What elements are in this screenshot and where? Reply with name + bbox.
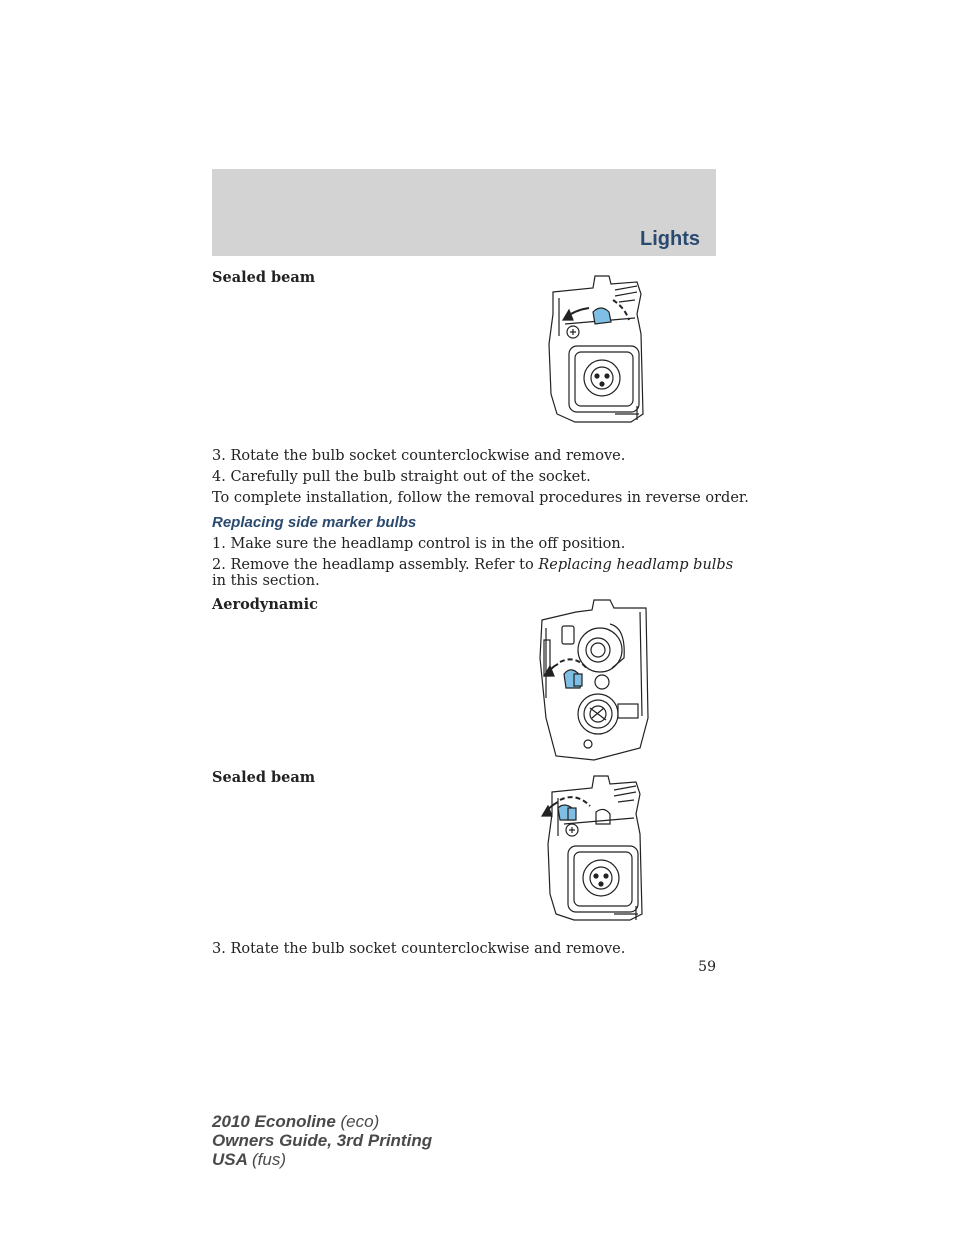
footer-line-2: Owners Guide, 3rd Printing — [212, 1131, 433, 1150]
header-band — [212, 169, 716, 256]
footer-market: USA — [212, 1150, 248, 1169]
page-number: 59 — [698, 959, 716, 975]
footer-line-3 — [212, 1150, 432, 1169]
step-2-reference: Replacing headlamp bulbs — [538, 557, 734, 573]
step-2-remove-assembly — [212, 557, 733, 574]
step-2-prefix: 2. Remove the headlamp assembly. Refer to — [212, 557, 539, 573]
footer-model: 2010 Econoline — [212, 1112, 336, 1131]
headlamp-aerodynamic-side-marker-icon — [536, 598, 652, 762]
installation-note: To complete installation, follow the removal procedures in reverse order. — [212, 490, 749, 506]
section-title: Lights — [640, 228, 700, 250]
step-4-pull-bulb: 4. Carefully pull the bulb straight out of the socket. — [212, 469, 591, 485]
label-sealed-beam-1: Sealed beam — [212, 269, 316, 286]
section-heading-side-marker: Replacing side marker bulbs — [212, 514, 417, 531]
step-2-suffix: in this section. — [212, 573, 320, 589]
headlamp-sealed-beam-side-marker-top-icon — [545, 274, 650, 426]
footer-line-1 — [212, 1112, 432, 1131]
label-aerodynamic: Aerodynamic — [212, 596, 318, 613]
footer-model-code: (eco) — [340, 1112, 380, 1131]
step-3-rotate-socket: 3. Rotate the bulb socket counterclockwise and remove. — [212, 448, 626, 464]
label-sealed-beam-2: Sealed beam — [212, 769, 316, 786]
step-1-headlamp-off: 1. Make sure the headlamp control is in the off position. — [212, 536, 626, 552]
headlamp-sealed-beam-side-marker-bottom-icon — [540, 774, 650, 924]
step-3-rotate-socket-marker: 3. Rotate the bulb socket counterclockwise and remove. — [212, 941, 626, 957]
footer — [212, 1112, 432, 1169]
footer-market-code: (fus) — [252, 1150, 286, 1169]
